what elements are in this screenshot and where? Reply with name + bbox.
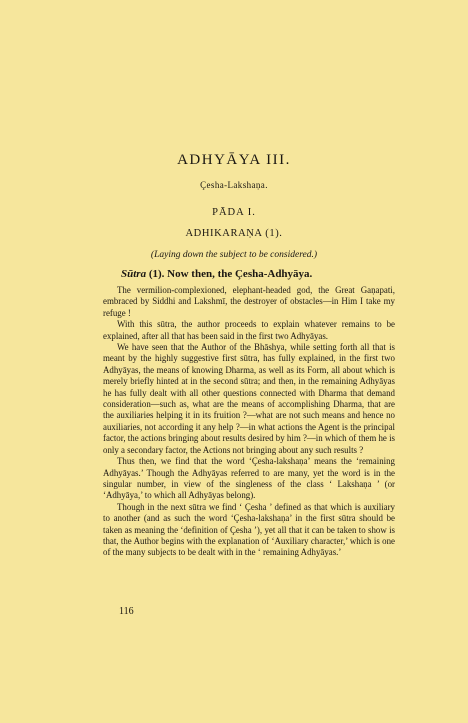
paragraph: With this sūtra, the author proceeds to explain whatever remains to be explained, after all that has been said in the first two Adhyāyas.	[103, 319, 395, 341]
page-number: 116	[119, 606, 134, 617]
subject-note: (Laying down the subject to be considered.)	[150, 250, 318, 260]
chapter-heading: ADHYĀYA III.	[177, 152, 291, 168]
sutra-text: Now then, the Çesha-Adhyāya.	[167, 268, 313, 280]
paragraph: Though in the next sūtra we find ‘ Çesha ’ defined as that which is auxiliary to another (and as such the word ‘Çesha-lakshaṇa’ in the first sūtra should be taken as meaning the ‘definition of Çesha ’), yet all that it can be taken to show is that, the Author begins with the explanation of ‘Auxiliary character,’ which is one of the many subjects to be dealt with in the ‘ remaining Adhyāyas.’	[103, 501, 395, 558]
sutra-label: Sūtra	[121, 268, 147, 280]
chapter-subtitle: Çesha-Lakshaṇa.	[200, 180, 268, 190]
sutra-number: (1).	[148, 268, 165, 280]
paragraph: We have seen that the Author of the Bhāshya, while setting forth all that is meant by the highly suggestive first sūtra, has fully explained, in the first two Adhyāyas, the means of knowing Dharma, as well as its Form, all about which is merely briefly hinted at in the second sūtra; and then, in the remaining Adhyāyas he has fully dealt with all other questions connected with Dharma that demand consideration—such as, what are the means of accomplishing Dharma, that are the auxiliaries helping it in its fruition ?—what are not such means and hence no auxiliaries, not according it any help ?—in what actions the Agent is the principal factor, the actions bringing about results desired by him ?—in which of them he is only a secondary factor, the Actions not bringing about any such results ?	[103, 342, 395, 455]
paragraph: The vermilion-complexioned, elephant-headed god, the Great Gaṇapati, embraced by Siddhi and Lakshmī, the destroyer of obstacles—in Him I take my refuge !	[103, 285, 395, 318]
body-text	[103, 285, 395, 559]
sutra-line	[121, 268, 312, 280]
adhikarana-heading: ADHIKARAṆA (1).	[185, 228, 283, 239]
pada-heading: PĀDA I.	[212, 207, 256, 218]
paragraph: Thus then, we find that the word ‘Çesha-lakshaṇa’ means the ‘remaining Adhyāyas.’ Though the Adhyāyas referred to are many, yet the word is in the singular number, in view of the singleness of the class ‘ Lakshaṇa ’ (or ‘Adhyāya,’ to which all Adhyāyas belong).	[103, 456, 395, 501]
